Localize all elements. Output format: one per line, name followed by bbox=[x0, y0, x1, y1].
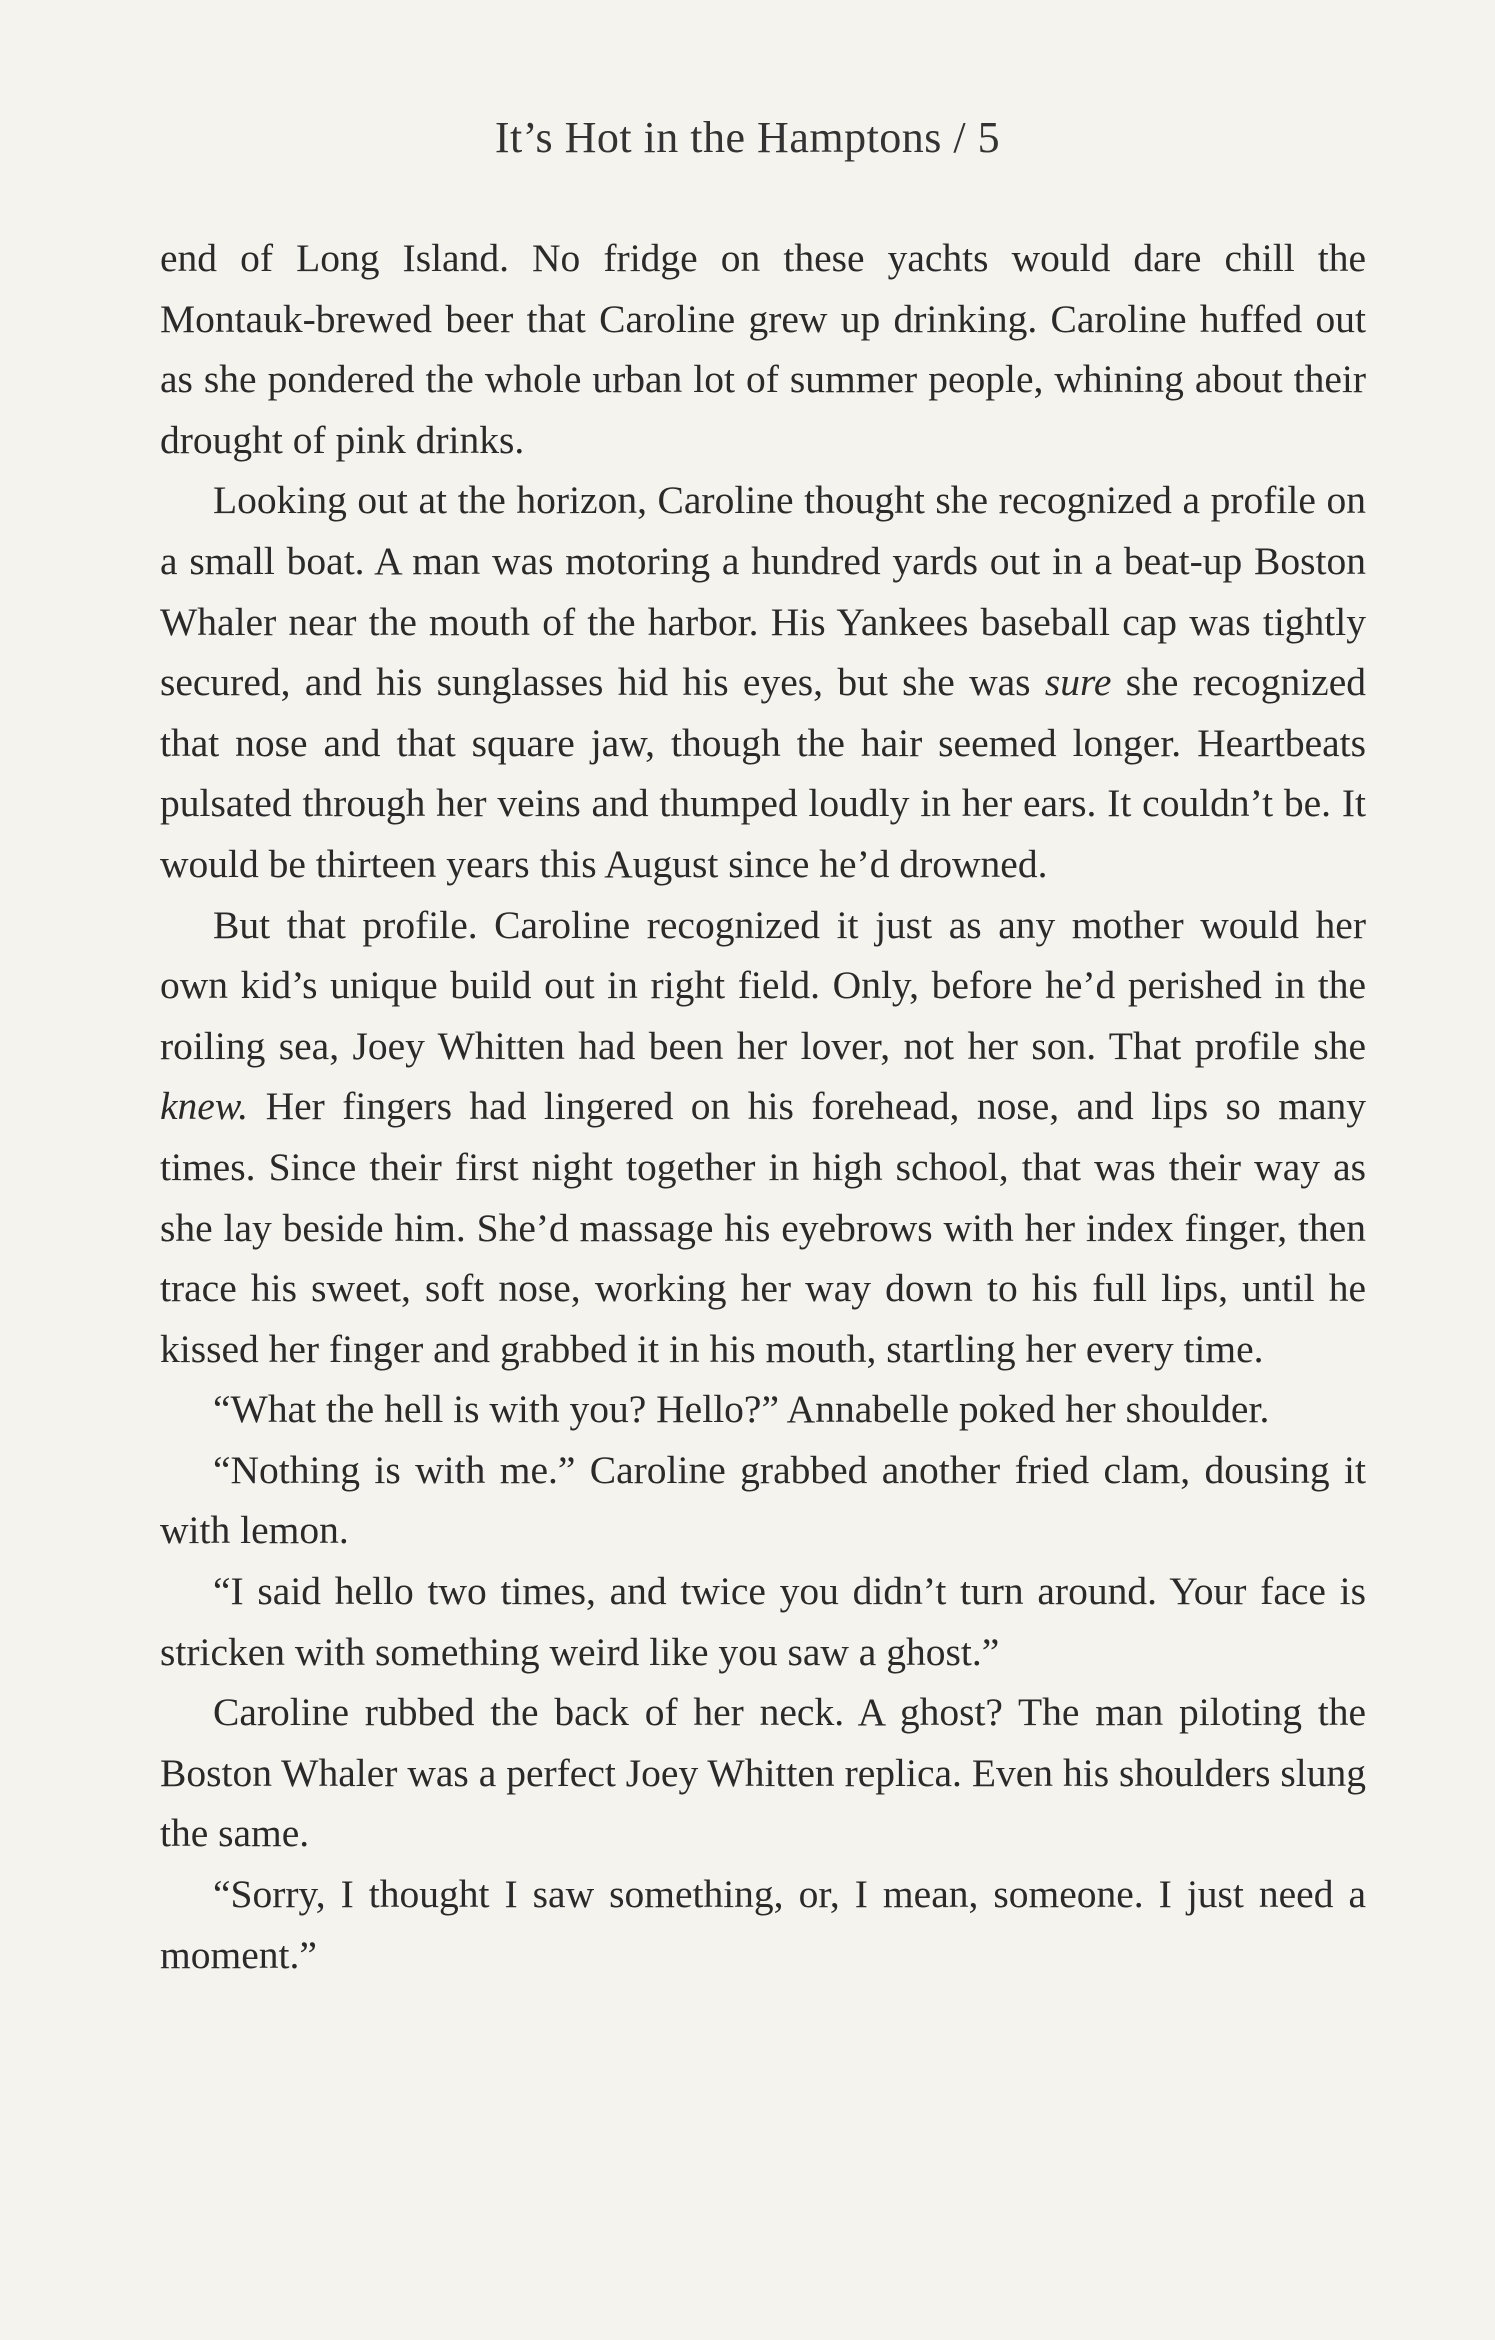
paragraph-2-text-b: she recognized that nose and that square jaw, though the hair seemed longer. Heartbeats pulsated through her veins and thumped loudly in her ears. It couldn’t be. It would be thirteen years this August since he’d drowned. bbox=[160, 660, 1366, 886]
paragraph-1: end of Long Island. No fridge on these yachts would dare chill the Montauk-brewed beer that Caroline grew up drinking. Caroline huffed out as she pondered the whole urban lot of summer people, whining about their drought of pink drinks. bbox=[160, 236, 1366, 462]
paragraph-3-italic: knew. bbox=[160, 1084, 249, 1129]
paragraph-3-text-b: Her fingers had lingered on his forehead, nose, and lips so many times. Since their first night together in high school, that was their way as she lay beside him. She’d massage his eyebrows with her index finger, then trace his sweet, soft nose, working her way down to his full lips, until he kissed her finger and grabbed it in his mouth, startling her every time. bbox=[160, 1084, 1366, 1371]
paragraph-6: “I said hello two times, and twice you didn’t turn around. Your face is stricken with something weird like you saw a ghost.” bbox=[160, 1569, 1366, 1674]
body-text bbox=[160, 228, 1366, 1985]
paragraph-3 bbox=[160, 895, 1366, 1380]
paragraph-2-text-a: Looking out at the horizon, Caroline thought she recognized a profile on a small boat. A man was motoring a hundred yards out in a beat-up Boston Whaler near the mouth of the harbor. His Yankees baseball cap was tightly secured, and his sunglasses hid his eyes, but she was bbox=[160, 478, 1366, 705]
running-header: It’s Hot in the Hamptons / 5 bbox=[494, 113, 1001, 162]
paragraph-7: Caroline rubbed the back of her neck. A ghost? The man piloting the Boston Whaler was a perfect Joey Whitten replica. Even his shoulders slung the same. bbox=[160, 1690, 1366, 1856]
paragraph-4: “What the hell is with you? Hello?” Annabelle poked her shoulder. bbox=[213, 1387, 1270, 1432]
paragraph-2 bbox=[160, 470, 1366, 894]
paragraph-2-italic: sure bbox=[1044, 660, 1112, 705]
paragraph-5: “Nothing is with me.” Caroline grabbed another fried clam, dousing it with lemon. bbox=[160, 1447, 1366, 1553]
paragraph-8: “Sorry, I thought I saw something, or, I mean, someone. I just need a moment.” bbox=[160, 1872, 1366, 1977]
paragraph-3-text-a: But that profile. Caroline recognized it just as any mother would her own kid’s unique build out in right field. Only, before he’d perished in the roiling sea, Joey Whitten had been her lover, not her son. That profile she bbox=[160, 902, 1366, 1068]
